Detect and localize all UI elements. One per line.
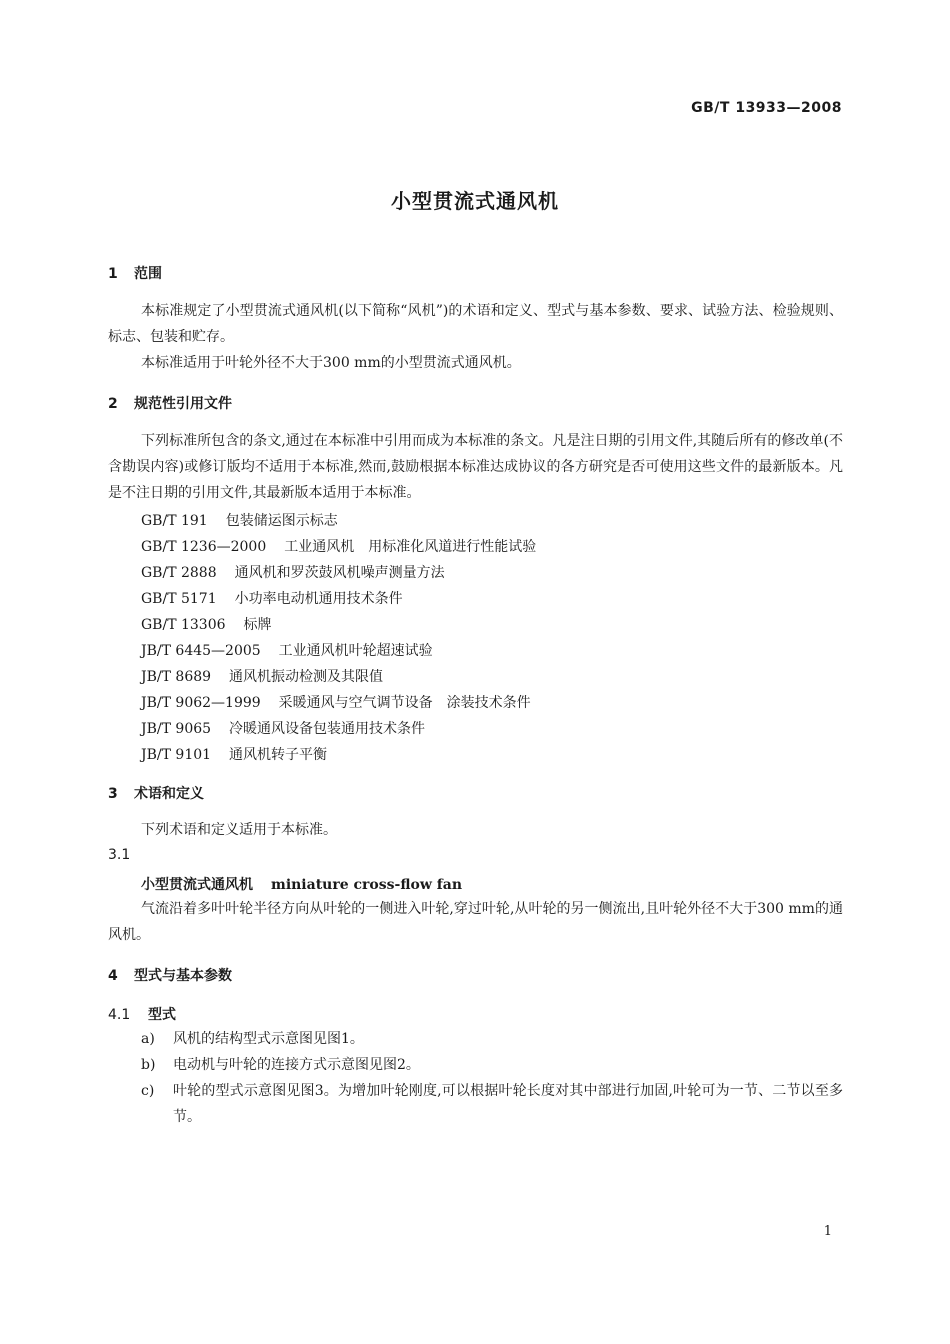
reference-code: JB/T 8689 [141,669,212,685]
section-number: 1 [108,266,118,282]
section-1-heading [108,263,162,283]
subsection-4-1-heading [108,1004,176,1024]
reference-code: JB/T 6445—2005 [141,643,261,659]
reference-item [141,718,425,738]
list-text: 叶轮的型式示意图见图3。为增加叶轮刚度,可以根据叶轮长度对其中部进行加固,叶轮可为一节、二节以至多节。 [173,1083,843,1125]
reference-title: 采暖通风与空气调节设备 涂装技术条件 [278,695,531,711]
reference-item [141,536,536,556]
reference-title: 工业通风机 用标准化风道进行性能试验 [284,539,537,555]
section-number: 4 [108,968,118,984]
section-2-intro: 下列标准所包含的条文,通过在本标准中引用而成为本标准的条文。凡是注日期的引用文件,其随后所有的修改单(不含勘误内容)或修订版均不适用于本标准,然而,鼓励根据本标准达成协议的各方研究是否可使用这些文件的最新版本。凡是不注日期的引用文件,其最新版本适用于本标准。 [108,433,843,501]
reference-item [141,744,327,764]
list-text: 电动机与叶轮的连接方式示意图见图2。 [173,1057,420,1073]
section-title: 术语和定义 [134,786,204,802]
reference-item [141,588,403,608]
section-1-paragraph-2: 本标准适用于叶轮外径不大于300 mm的小型贯流式通风机。 [141,355,521,371]
list-item [141,1052,843,1078]
term-chinese: 小型贯流式通风机 [141,877,253,893]
reference-code: GB/T 5171 [141,591,217,607]
reference-code: GB/T 1236—2000 [141,539,267,555]
standard-code: GB/T 13933—2008 [691,100,842,116]
term-english: miniature cross-flow fan [271,877,463,893]
reference-title: 标牌 [243,617,272,633]
reference-code: JB/T 9101 [141,747,212,763]
document-title: 小型贯流式通风机 [391,189,559,213]
reference-item [141,640,433,660]
page-number: 1 [823,1224,832,1239]
reference-code: JB/T 9065 [141,721,212,737]
list-marker: b) [141,1057,156,1073]
section-title: 型式与基本参数 [134,968,232,984]
section-number: 3 [108,786,118,802]
term-entry [141,874,462,894]
list-marker: c) [141,1083,155,1099]
reference-code: JB/T 9062—1999 [141,695,261,711]
reference-title: 通风机转子平衡 [229,747,328,763]
section-4-heading [108,965,232,985]
section-title: 规范性引用文件 [134,396,232,412]
section-1-paragraph-1: 本标准规定了小型贯流式通风机(以下简称“风机”)的术语和定义、型式与基本参数、要求、试验方法、检验规则、标志、包装和贮存。 [108,303,843,345]
section-3-intro: 下列术语和定义适用于本标准。 [141,822,337,838]
list-marker: a) [141,1031,155,1047]
subsection-number-3-1: 3.1 [108,847,131,863]
reference-title: 通风机振动检测及其限值 [229,669,384,685]
subsection-title: 型式 [148,1007,176,1023]
section-3-heading [108,783,204,803]
reference-item [141,510,338,530]
reference-title: 包装储运图示标志 [225,513,338,529]
reference-title: 通风机和罗茨鼓风机噪声测量方法 [234,565,445,581]
section-number: 2 [108,396,118,412]
list-text: 风机的结构型式示意图见图1。 [173,1031,364,1047]
reference-title: 小功率电动机通用技术条件 [234,591,403,607]
reference-code: GB/T 13306 [141,617,226,633]
reference-title: 冷暖通风设备包装通用技术条件 [229,721,426,737]
reference-item [141,562,445,582]
subsection-number: 4.1 [108,1007,131,1023]
reference-item [141,614,272,634]
reference-item [141,666,383,686]
reference-title: 工业通风机叶轮超速试验 [278,643,433,659]
reference-code: GB/T 2888 [141,565,217,581]
section-title: 范围 [134,266,162,282]
list-item [141,1026,843,1052]
term-definition: 气流沿着多叶叶轮半径方向从叶轮的一侧进入叶轮,穿过叶轮,从叶轮的另一侧流出,且叶轮外径不大于300 mm的通风机。 [108,901,843,943]
reference-item [141,692,531,712]
list-item [141,1078,843,1130]
section-2-heading [108,393,232,413]
reference-code: GB/T 191 [141,513,208,529]
